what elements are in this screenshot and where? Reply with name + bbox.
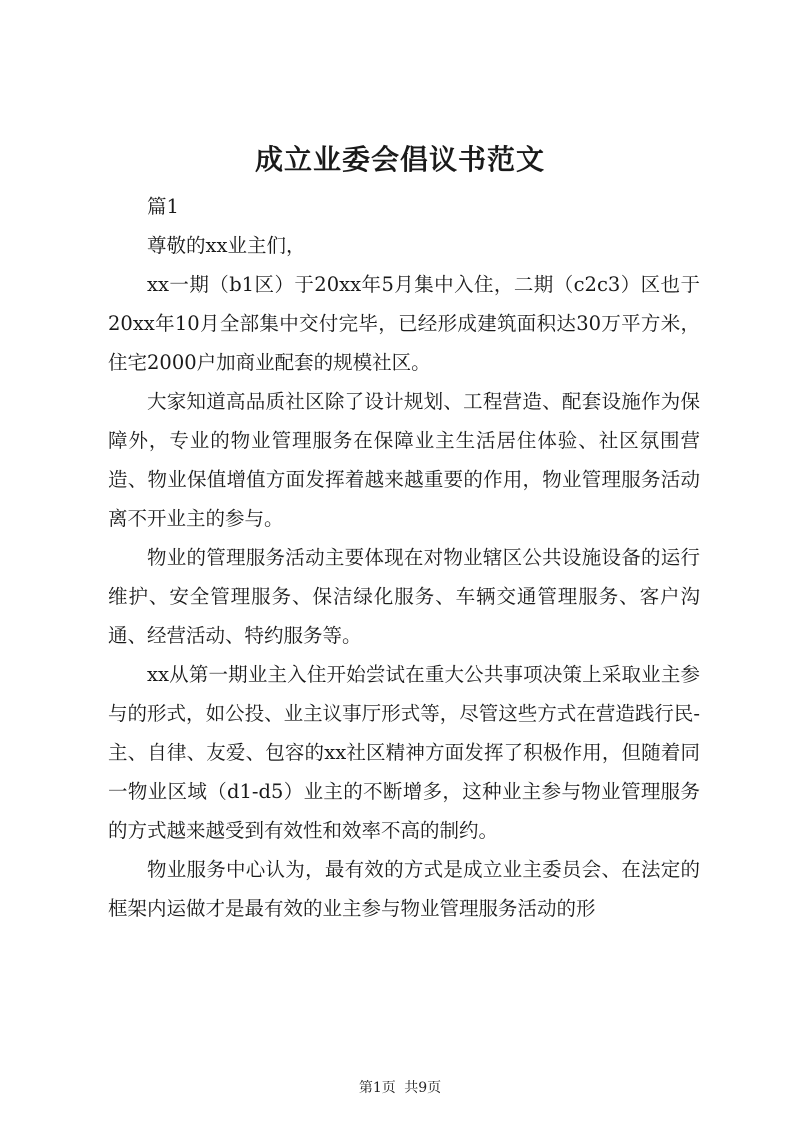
document-body [108,187,700,928]
page-number: 第1页 [358,1080,396,1096]
salutation: 尊敬的xx业主们， [147,234,306,257]
section-label: 篇1 [147,195,179,218]
paragraph: 物业的管理服务活动主要体现在对物业辖区公共设施设备的运行维护、安全管理服务、保洁绿化服务、车辆交通管理服务、客户沟通、经营活动、特约服务等。 [108,546,700,647]
paragraph: 大家知道高品质社区除了设计规划、工程营造、配套设施作为保障外，专业的物业管理服务在保障业主生活居住体验、社区氛围营造、物业保值增值方面发挥着越来越重要的作用，物业管理服务活动离不开业主的参与。 [108,390,700,530]
page-footer [0,1077,800,1097]
paragraph: 物业服务中心认为，最有效的方式是成立业主委员会、在法定的框架内运做才是最有效的业主参与物业管理服务活动的形 [108,858,700,920]
paragraph: xx一期（b1区）于20xx年5月集中入住，二期（c2c3）区也于20xx年10月全部集中交付完毕，已经形成建筑面积达30万平方米，住宅2000户加商业配套的规模社区。 [108,273,700,374]
paragraph: xx从第一期业主入住开始尝试在重大公共事项决策上采取业主参与的形式，如公投、业主议事厅形式等，尽管这些方式在营造践行民-主、自律、友爱、包容的xx社区精神方面发挥了积极作用，但随着同一物业区域（d1-d5）业主的不断增多，这种业主参与物业管理服务的方式越来越受到有效性和效率不高的制约。 [108,663,700,842]
document-title: 成立业委会倡议书范文 [254,143,545,176]
total-pages: 共9页 [404,1080,442,1096]
